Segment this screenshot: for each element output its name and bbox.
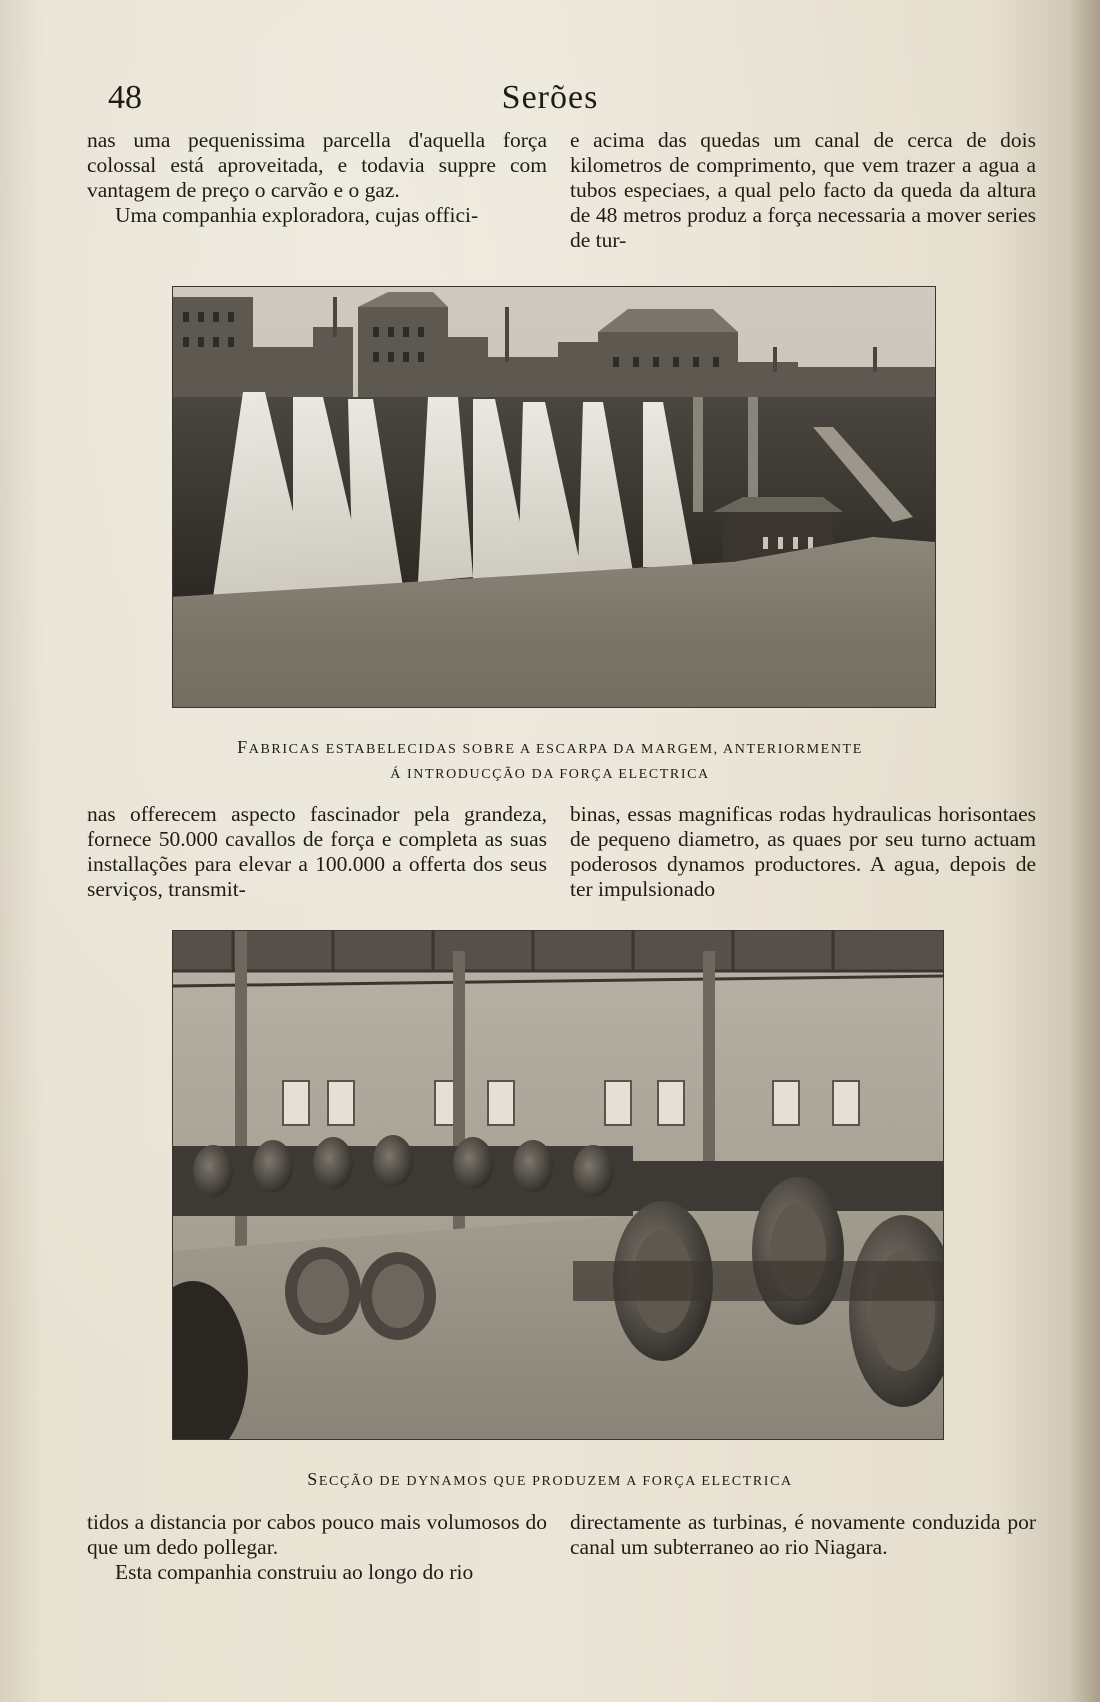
figure-caption-2 [0, 1466, 1100, 1495]
factories-cliff-photo [172, 286, 936, 708]
text-column-top-left [87, 128, 547, 228]
caption-text: ABRICAS ESTABELECIDAS SOBRE A ESCARPA DA MARGEM, ANTERIORMENTE [248, 742, 863, 757]
paragraph: tidos a distancia por cabos pouco mais volumosos do que um dedo pollegar. [87, 1510, 547, 1559]
caption-initial: F [237, 737, 249, 757]
paragraph: binas, essas magnificas rodas hydraulicas horisontaes de pequeno diametro, as quaes por seu turno actuam poderosos dynamos productores. A agua, depois de ter impulsionado [570, 802, 1036, 901]
binding-shadow [1068, 0, 1100, 1702]
running-title: Serões [501, 79, 599, 116]
text-column-top-right [570, 128, 1036, 253]
dynamo-hall-photo [172, 930, 944, 1440]
figure-caption-1-line2: Á INTRODUCÇÃO DA FORÇA ELECTRICA [390, 767, 710, 782]
text-column-mid-left [87, 802, 547, 902]
paragraph: Esta companhia construiu ao longo do rio [115, 1560, 474, 1584]
paragraph: nas offerecem aspecto fascinador pela grandeza, fornece 50.000 cavallos de força e completa as suas installações para elevar a 100.000 a offerta dos seus serviços, transmit- [87, 802, 547, 901]
paragraph: e acima das quedas um canal de cerca de dois kilometros de comprimento, que vem trazer a agua a tubos especiaes, a qual pelo facto da queda da altura de 48 metros produz a força necessaria a mover series de tur- [570, 128, 1036, 252]
text-column-mid-right [570, 802, 1036, 902]
paragraph: nas uma pequenissima parcella d'aquella força colossal está aproveitada, e todavia suppre com vantagem de preço o carvão e o gaz. [87, 128, 547, 202]
paragraph: directamente as turbinas, é novamente conduzida por canal um subterraneo ao rio Niagara. [570, 1510, 1036, 1559]
paragraph: Uma companhia exploradora, cujas offici- [115, 203, 479, 227]
figure-caption-1 [0, 734, 1100, 763]
caption-initial: S [307, 1469, 319, 1489]
text-column-bottom-left [87, 1510, 547, 1585]
caption-text: ECÇÃO DE DYNAMOS QUE PRODUZEM A FORÇA ELECTRICA [318, 1474, 793, 1489]
text-column-bottom-right [570, 1510, 1036, 1560]
page-number: 48 [108, 79, 142, 116]
